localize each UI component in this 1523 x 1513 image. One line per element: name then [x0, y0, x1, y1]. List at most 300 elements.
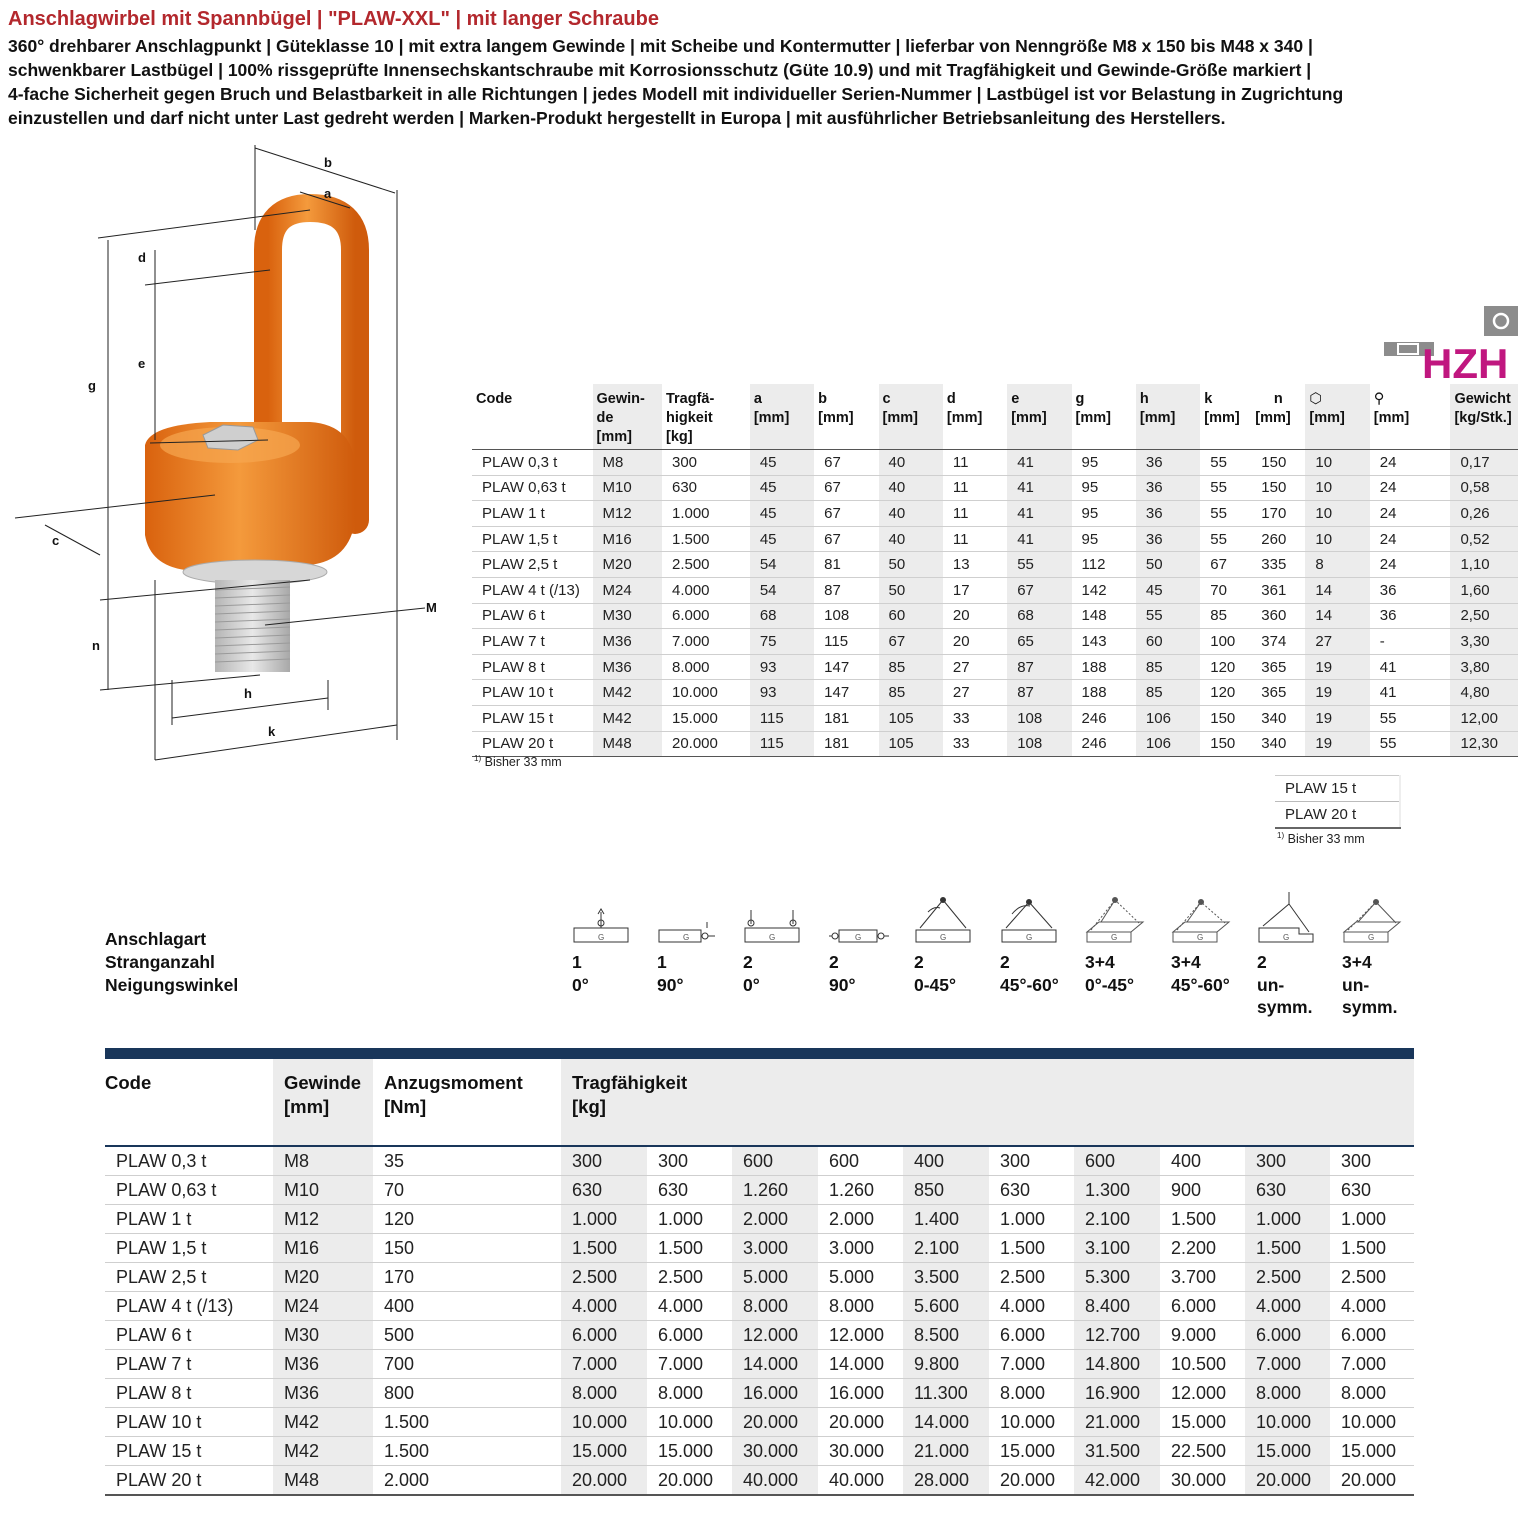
sling-value: 1: [657, 952, 667, 972]
spec-cell-code: PLAW 4 t (/13): [472, 577, 593, 603]
load-cell: 20.000: [1245, 1466, 1330, 1496]
load-cell: 300: [1245, 1146, 1330, 1176]
load-cell: 300: [989, 1146, 1074, 1176]
spec-cell: 3,30: [1450, 629, 1518, 655]
load-capacity-table: [105, 1059, 1414, 1496]
load-cell: 2.000: [373, 1466, 561, 1496]
description-line: 4-fache Sicherheit gegen Bruch und Belastbarkeit in alle Richtungen | jedes Modell mit individueller Serien-Nummer | Lastbügel ist vor Belastung in Zugrichtung: [8, 84, 1344, 104]
dim-label-a: a: [324, 186, 332, 201]
spec-cell-code: PLAW 20 t: [472, 731, 593, 757]
dim-label-e: e: [138, 356, 146, 371]
load-cell: 2.500: [1330, 1263, 1414, 1292]
load-cell: 6.000: [1330, 1321, 1414, 1350]
spec-cell: 60: [1136, 629, 1200, 655]
load-cell-code: PLAW 6 t: [105, 1321, 273, 1350]
spec-cell: 45: [750, 450, 814, 476]
description-line: 360° drehbarer Anschlagpunkt | Güteklasse 10 | mit extra langem Gewinde | mit Scheibe und Kontermutter | lieferbar von Nenngröße M8 x 150 bis M48 x 340 |: [8, 36, 1313, 56]
spec-cell: 3,80: [1450, 654, 1518, 680]
spec-cell: 41: [1007, 526, 1071, 552]
description-line: einzustellen und darf nicht unter Last gedreht werden | Marken-Produkt hergestellt in Europa | mit ausführlicher Betriebsanleitung des Herstellers.: [8, 108, 1226, 128]
svg-text:G: G: [1283, 933, 1290, 942]
header-c: c [mm]: [879, 384, 943, 450]
sling-value: 2: [1257, 952, 1267, 972]
load-row: [105, 1466, 1414, 1496]
load-cell: 4.000: [561, 1292, 647, 1321]
load-cell: 12.000: [732, 1321, 818, 1350]
load-cell: 400: [903, 1146, 989, 1176]
spec-cell: 246: [1072, 705, 1136, 731]
spec-cell: 41: [1370, 680, 1451, 706]
spec-cell: 87: [1007, 680, 1071, 706]
header-e: e [mm]: [1007, 384, 1071, 450]
load-row: [105, 1263, 1414, 1292]
spec-cell: 67: [814, 450, 878, 476]
load-cell: 14.800: [1074, 1350, 1160, 1379]
load-cell: 9.000: [1160, 1321, 1245, 1350]
sling-value: 90°: [657, 974, 684, 995]
spec-cell: M36: [593, 654, 662, 680]
load-cell: 4.000: [1245, 1292, 1330, 1321]
load-cell: M24: [273, 1292, 373, 1321]
load-cell: 10.000: [1245, 1408, 1330, 1437]
spec-cell: 55: [1370, 731, 1451, 757]
load-cell: M12: [273, 1205, 373, 1234]
sling-column-values: [743, 951, 760, 996]
load-cell: 16.000: [732, 1379, 818, 1408]
spec-row: [472, 603, 1518, 629]
spec-cell: 360: [1251, 603, 1305, 629]
spec-cell: 11: [943, 475, 1007, 501]
single-side-icon: [657, 890, 719, 948]
spec-cell: 55: [1200, 450, 1251, 476]
load-cell: 3.000: [818, 1234, 903, 1263]
load-cell-code: PLAW 7 t: [105, 1350, 273, 1379]
spec-cell: 50: [879, 552, 943, 578]
spec-row: [472, 501, 1518, 527]
load-cell: 4.000: [989, 1292, 1074, 1321]
sling-value: 3+4: [1085, 952, 1115, 972]
sling-value: 0°: [572, 974, 589, 995]
spec-cell: 45: [1136, 577, 1200, 603]
spec-cell: 85: [879, 654, 943, 680]
spec-cell: 81: [814, 552, 878, 578]
spec-cell: 11: [943, 450, 1007, 476]
spec-cell: 340: [1251, 731, 1305, 757]
load-cell-code: PLAW 8 t: [105, 1379, 273, 1408]
dim-label-h: h: [244, 686, 252, 701]
load-cell: 20.000: [1330, 1466, 1414, 1496]
load-cell: 30.000: [818, 1437, 903, 1466]
spec-cell: 150: [1200, 705, 1251, 731]
load-cell: 10.000: [1330, 1408, 1414, 1437]
spec-cell: 181: [814, 731, 878, 757]
load-cell: 15.000: [989, 1437, 1074, 1466]
load-row: [105, 1379, 1414, 1408]
spec-cell: 2.500: [662, 552, 750, 578]
load-header-capacity: Tragfähigkeit [kg]: [561, 1059, 1414, 1146]
spec-row: [472, 552, 1518, 578]
spec-cell: 85: [879, 680, 943, 706]
load-row: [105, 1408, 1414, 1437]
spec-cell: 95: [1072, 450, 1136, 476]
load-cell: 1.500: [989, 1234, 1074, 1263]
header-weight: Gewicht [kg/Stk.]: [1450, 384, 1518, 450]
spec-cell: 33: [943, 731, 1007, 757]
spec-cell: 1,60: [1450, 577, 1518, 603]
load-cell: 2.100: [903, 1234, 989, 1263]
spec-cell: 24: [1370, 526, 1451, 552]
spec-row: [472, 680, 1518, 706]
product-drawing: [10, 140, 470, 770]
dim-label-M: M: [426, 600, 437, 615]
spec-cell: 36: [1136, 526, 1200, 552]
load-cell: 28.000: [903, 1466, 989, 1496]
spec-row: [472, 577, 1518, 603]
spec-cell-code: PLAW 10 t: [472, 680, 593, 706]
load-cell: 42.000: [1074, 1466, 1160, 1496]
load-cell: 1.000: [1330, 1205, 1414, 1234]
load-cell: 35: [373, 1146, 561, 1176]
load-header-torque: Anzugsmoment [Nm]: [373, 1059, 561, 1146]
spec-cell: 70: [1200, 577, 1251, 603]
spec-cell: 112: [1072, 552, 1136, 578]
load-cell: 630: [1245, 1176, 1330, 1205]
spec-cell: M24: [593, 577, 662, 603]
spec-cell: 85: [1200, 603, 1251, 629]
spec-cell: 67: [814, 475, 878, 501]
load-cell: 150: [373, 1234, 561, 1263]
load-cell: 8.400: [1074, 1292, 1160, 1321]
load-cell: 8.000: [647, 1379, 732, 1408]
svg-text:G: G: [1111, 933, 1118, 942]
sling-value: un-: [1257, 974, 1285, 995]
spec-cell: 36: [1136, 501, 1200, 527]
spec-cell: 0,58: [1450, 475, 1518, 501]
load-cell-code: PLAW 2,5 t: [105, 1263, 273, 1292]
spec-row: [472, 450, 1518, 476]
double-vertical-icon: [743, 890, 805, 948]
sling-value: 1: [572, 952, 582, 972]
logo-text: HZH: [1422, 340, 1509, 380]
load-cell: 8.000: [732, 1292, 818, 1321]
spec-cell: 19: [1305, 654, 1369, 680]
spec-cell: 13: [943, 552, 1007, 578]
sling-value: 0°: [743, 974, 760, 995]
dim-label-k: k: [268, 724, 276, 739]
load-cell: 20.000: [647, 1466, 732, 1496]
spec-cell-code: PLAW 7 t: [472, 629, 593, 655]
spec-cell: 50: [1136, 552, 1200, 578]
load-cell: 16.000: [818, 1379, 903, 1408]
load-cell: 20.000: [732, 1408, 818, 1437]
load-cell-code: PLAW 4 t (/13): [105, 1292, 273, 1321]
load-header-code: Code: [105, 1059, 273, 1146]
sling-value: un-: [1342, 974, 1370, 995]
load-cell: 300: [1330, 1146, 1414, 1176]
sling-value: 0°-45°: [1085, 974, 1135, 995]
spec-row: [472, 705, 1518, 731]
spec-cell: 27: [943, 680, 1007, 706]
load-cell: 4.000: [1330, 1292, 1414, 1321]
spec-cell: 300: [662, 450, 750, 476]
load-cell: 5.000: [732, 1263, 818, 1292]
spec-cell: 14: [1305, 577, 1369, 603]
spec-cell: M10: [593, 475, 662, 501]
load-cell: 3.100: [1074, 1234, 1160, 1263]
load-cell-code: PLAW 15 t: [105, 1437, 273, 1466]
spec-cell: M36: [593, 629, 662, 655]
spec-cell: 27: [1305, 629, 1369, 655]
load-cell: 20.000: [818, 1408, 903, 1437]
load-row: [105, 1234, 1414, 1263]
load-cell: 500: [373, 1321, 561, 1350]
load-cell: 10.000: [989, 1408, 1074, 1437]
spec-cell: 50: [879, 577, 943, 603]
svg-text:G: G: [855, 933, 862, 942]
load-cell: 40.000: [818, 1466, 903, 1496]
load-cell: 30.000: [732, 1437, 818, 1466]
load-cell-code: PLAW 0,3 t: [105, 1146, 273, 1176]
dim-label-b: b: [324, 155, 332, 170]
dim-label-g: g: [88, 378, 96, 393]
spec-cell: 6.000: [662, 603, 750, 629]
spec-cell: M42: [593, 680, 662, 706]
sling-value: 3+4: [1342, 952, 1372, 972]
spec-cell: 19: [1305, 680, 1369, 706]
load-cell: 7.000: [1330, 1350, 1414, 1379]
double-asym-icon: [1257, 890, 1319, 948]
header-thread: Gewin- de [mm]: [593, 384, 662, 450]
spec-cell: 20: [943, 603, 1007, 629]
spec-cell: 1.000: [662, 501, 750, 527]
thread-shape: [215, 580, 290, 672]
load-cell: M42: [273, 1437, 373, 1466]
spec-cell: 105: [879, 705, 943, 731]
load-cell: 1.500: [1330, 1234, 1414, 1263]
spec-cell: 55: [1007, 552, 1071, 578]
spec-cell: 15.000: [662, 705, 750, 731]
spec-cell-code: PLAW 1 t: [472, 501, 593, 527]
spec-cell: M16: [593, 526, 662, 552]
page-title: Anschlagwirbel mit Spannbügel | "PLAW-XXL" | mit langer Schraube: [8, 8, 659, 30]
spec-cell: 65: [1007, 629, 1071, 655]
spec-row: [472, 654, 1518, 680]
table-top-bar: [105, 1048, 1414, 1059]
spec-row: [472, 731, 1518, 757]
load-row: [105, 1350, 1414, 1379]
load-cell: 2.000: [818, 1205, 903, 1234]
sling-value: 45°-60°: [1000, 974, 1059, 995]
spec-cell: 87: [814, 577, 878, 603]
load-cell: 1.500: [373, 1437, 561, 1466]
spec-cell: 85: [1136, 680, 1200, 706]
spec-cell: 1.500: [662, 526, 750, 552]
spec-cell: 12,30: [1450, 731, 1518, 757]
spec-cell: 40: [879, 450, 943, 476]
header-a: a [mm]: [750, 384, 814, 450]
multi-asym-icon: [1342, 890, 1404, 948]
spec-cell: 68: [1007, 603, 1071, 629]
spec-cell: 17: [943, 577, 1007, 603]
spec-cell: 11: [943, 526, 1007, 552]
load-cell: M30: [273, 1321, 373, 1350]
multi-45-60-icon: [1171, 890, 1233, 948]
load-cell: 8.500: [903, 1321, 989, 1350]
spec-cell: 150: [1251, 450, 1305, 476]
load-cell: M8: [273, 1146, 373, 1176]
load-cell: 6.000: [1160, 1292, 1245, 1321]
load-cell: 1.500: [561, 1234, 647, 1263]
dim-label-c: c: [52, 533, 60, 548]
spec-cell: 24: [1370, 450, 1451, 476]
spec-row: [472, 526, 1518, 552]
load-cell: M10: [273, 1176, 373, 1205]
load-row: [105, 1205, 1414, 1234]
spec-cell-code: PLAW 0,3 t: [472, 450, 593, 476]
load-cell: 120: [373, 1205, 561, 1234]
svg-text:G: G: [683, 933, 690, 942]
spec-cell: 24: [1370, 501, 1451, 527]
load-cell: 12.000: [818, 1321, 903, 1350]
spec-cell: 170: [1251, 501, 1305, 527]
spec-cell: 68: [750, 603, 814, 629]
spec-cell: 365: [1251, 680, 1305, 706]
spec-cell: 20.000: [662, 731, 750, 757]
load-cell: 8.000: [989, 1379, 1074, 1408]
load-cell: 2.000: [732, 1205, 818, 1234]
svg-text:G: G: [940, 933, 947, 942]
spec-cell: 2,50: [1450, 603, 1518, 629]
spec-cell: 55: [1200, 501, 1251, 527]
spec-cell: 41: [1007, 450, 1071, 476]
load-cell: 14.000: [903, 1408, 989, 1437]
label-anschlagart: Anschlagart: [105, 929, 207, 949]
spec-cell: 150: [1251, 475, 1305, 501]
load-cell: 1.300: [1074, 1176, 1160, 1205]
load-cell: 7.000: [989, 1350, 1074, 1379]
load-cell: 5.000: [818, 1263, 903, 1292]
load-row: [105, 1176, 1414, 1205]
load-cell: 1.000: [1245, 1205, 1330, 1234]
sling-value: 2: [829, 952, 839, 972]
spec-cell: 150: [1200, 731, 1251, 757]
spec-cell: 143: [1072, 629, 1136, 655]
sling-column-values: [572, 951, 589, 996]
load-cell: 10.000: [561, 1408, 647, 1437]
svg-text:G: G: [769, 933, 776, 942]
spec-cell: 246: [1072, 731, 1136, 757]
spec-cell: 12,00: [1450, 705, 1518, 731]
spec-cell: 41: [1007, 501, 1071, 527]
load-cell: 70: [373, 1176, 561, 1205]
sling-value: 0-45°: [914, 974, 957, 995]
spec-cell: 67: [1007, 577, 1071, 603]
load-cell: 400: [373, 1292, 561, 1321]
load-cell: 850: [903, 1176, 989, 1205]
spec-cell: 36: [1370, 577, 1451, 603]
header-hex-icon: ⬡ [mm]: [1305, 384, 1369, 450]
spec-cell: 105: [879, 731, 943, 757]
load-cell: 10.500: [1160, 1350, 1245, 1379]
spec-cell: 374: [1251, 629, 1305, 655]
load-cell: 300: [647, 1146, 732, 1176]
load-row: [105, 1292, 1414, 1321]
load-cell: 8.000: [1245, 1379, 1330, 1408]
load-cell: 170: [373, 1263, 561, 1292]
sling-column-values: [914, 951, 956, 996]
spec-cell: 147: [814, 680, 878, 706]
spec-cell: 87: [1007, 654, 1071, 680]
spec-cell: 55: [1370, 705, 1451, 731]
spec-cell: 60: [879, 603, 943, 629]
load-cell: 600: [1074, 1146, 1160, 1176]
spec-cell: 10: [1305, 526, 1369, 552]
spec-cell: 36: [1370, 603, 1451, 629]
header-wrench-icon: ⚲ [mm]: [1373, 391, 1410, 426]
spec-cell-code: PLAW 6 t: [472, 603, 593, 629]
load-cell: 1.000: [561, 1205, 647, 1234]
load-cell: 14.000: [732, 1350, 818, 1379]
spec-cell: 33: [943, 705, 1007, 731]
header-k: k [mm]: [1204, 391, 1240, 426]
spec-cell: 0,52: [1450, 526, 1518, 552]
spec-cell: 10.000: [662, 680, 750, 706]
load-cell: 21.000: [1074, 1408, 1160, 1437]
spec-cell: 14: [1305, 603, 1369, 629]
spec-cell: 108: [1007, 731, 1071, 757]
spec-cell: 55: [1200, 475, 1251, 501]
spec-cell: 85: [1136, 654, 1200, 680]
load-cell: 6.000: [989, 1321, 1074, 1350]
spec-cell: 365: [1251, 654, 1305, 680]
spec-cell: 188: [1072, 680, 1136, 706]
load-cell: 1.000: [989, 1205, 1074, 1234]
sling-column-values: [1342, 951, 1397, 1019]
load-cell: 8.000: [561, 1379, 647, 1408]
single-vertical-icon: [572, 890, 634, 948]
double-side-icon: [829, 890, 891, 948]
load-cell: 1.000: [647, 1205, 732, 1234]
spec-cell: 8: [1305, 552, 1369, 578]
spec-cell: 36: [1136, 450, 1200, 476]
spec-cell: M42: [593, 705, 662, 731]
load-cell: 600: [732, 1146, 818, 1176]
load-row: [105, 1146, 1414, 1176]
load-cell: 4.000: [647, 1292, 732, 1321]
load-cell-code: PLAW 0,63 t: [105, 1176, 273, 1205]
spec-cell: 95: [1072, 501, 1136, 527]
sling-value: 2: [743, 952, 753, 972]
dim-label-n: n: [92, 638, 100, 653]
spec-cell: 115: [750, 705, 814, 731]
load-cell: 7.000: [647, 1350, 732, 1379]
svg-text:G: G: [1026, 933, 1033, 942]
spec-cell: 188: [1072, 654, 1136, 680]
sling-value: 45°-60°: [1171, 974, 1230, 995]
spec-cell: 100: [1200, 629, 1251, 655]
load-cell: M42: [273, 1408, 373, 1437]
spec-cell: M8: [593, 450, 662, 476]
sling-value: 3+4: [1171, 952, 1201, 972]
load-cell: 15.000: [561, 1437, 647, 1466]
spec-cell: 55: [1200, 526, 1251, 552]
header-code: Code: [476, 391, 513, 407]
svg-text:G: G: [1368, 933, 1375, 942]
spec-cell: 95: [1072, 526, 1136, 552]
label-stranganzahl: Stranganzahl: [105, 952, 215, 972]
sling-value: 2: [1000, 952, 1010, 972]
mini-row: PLAW 15 t: [1275, 776, 1400, 802]
